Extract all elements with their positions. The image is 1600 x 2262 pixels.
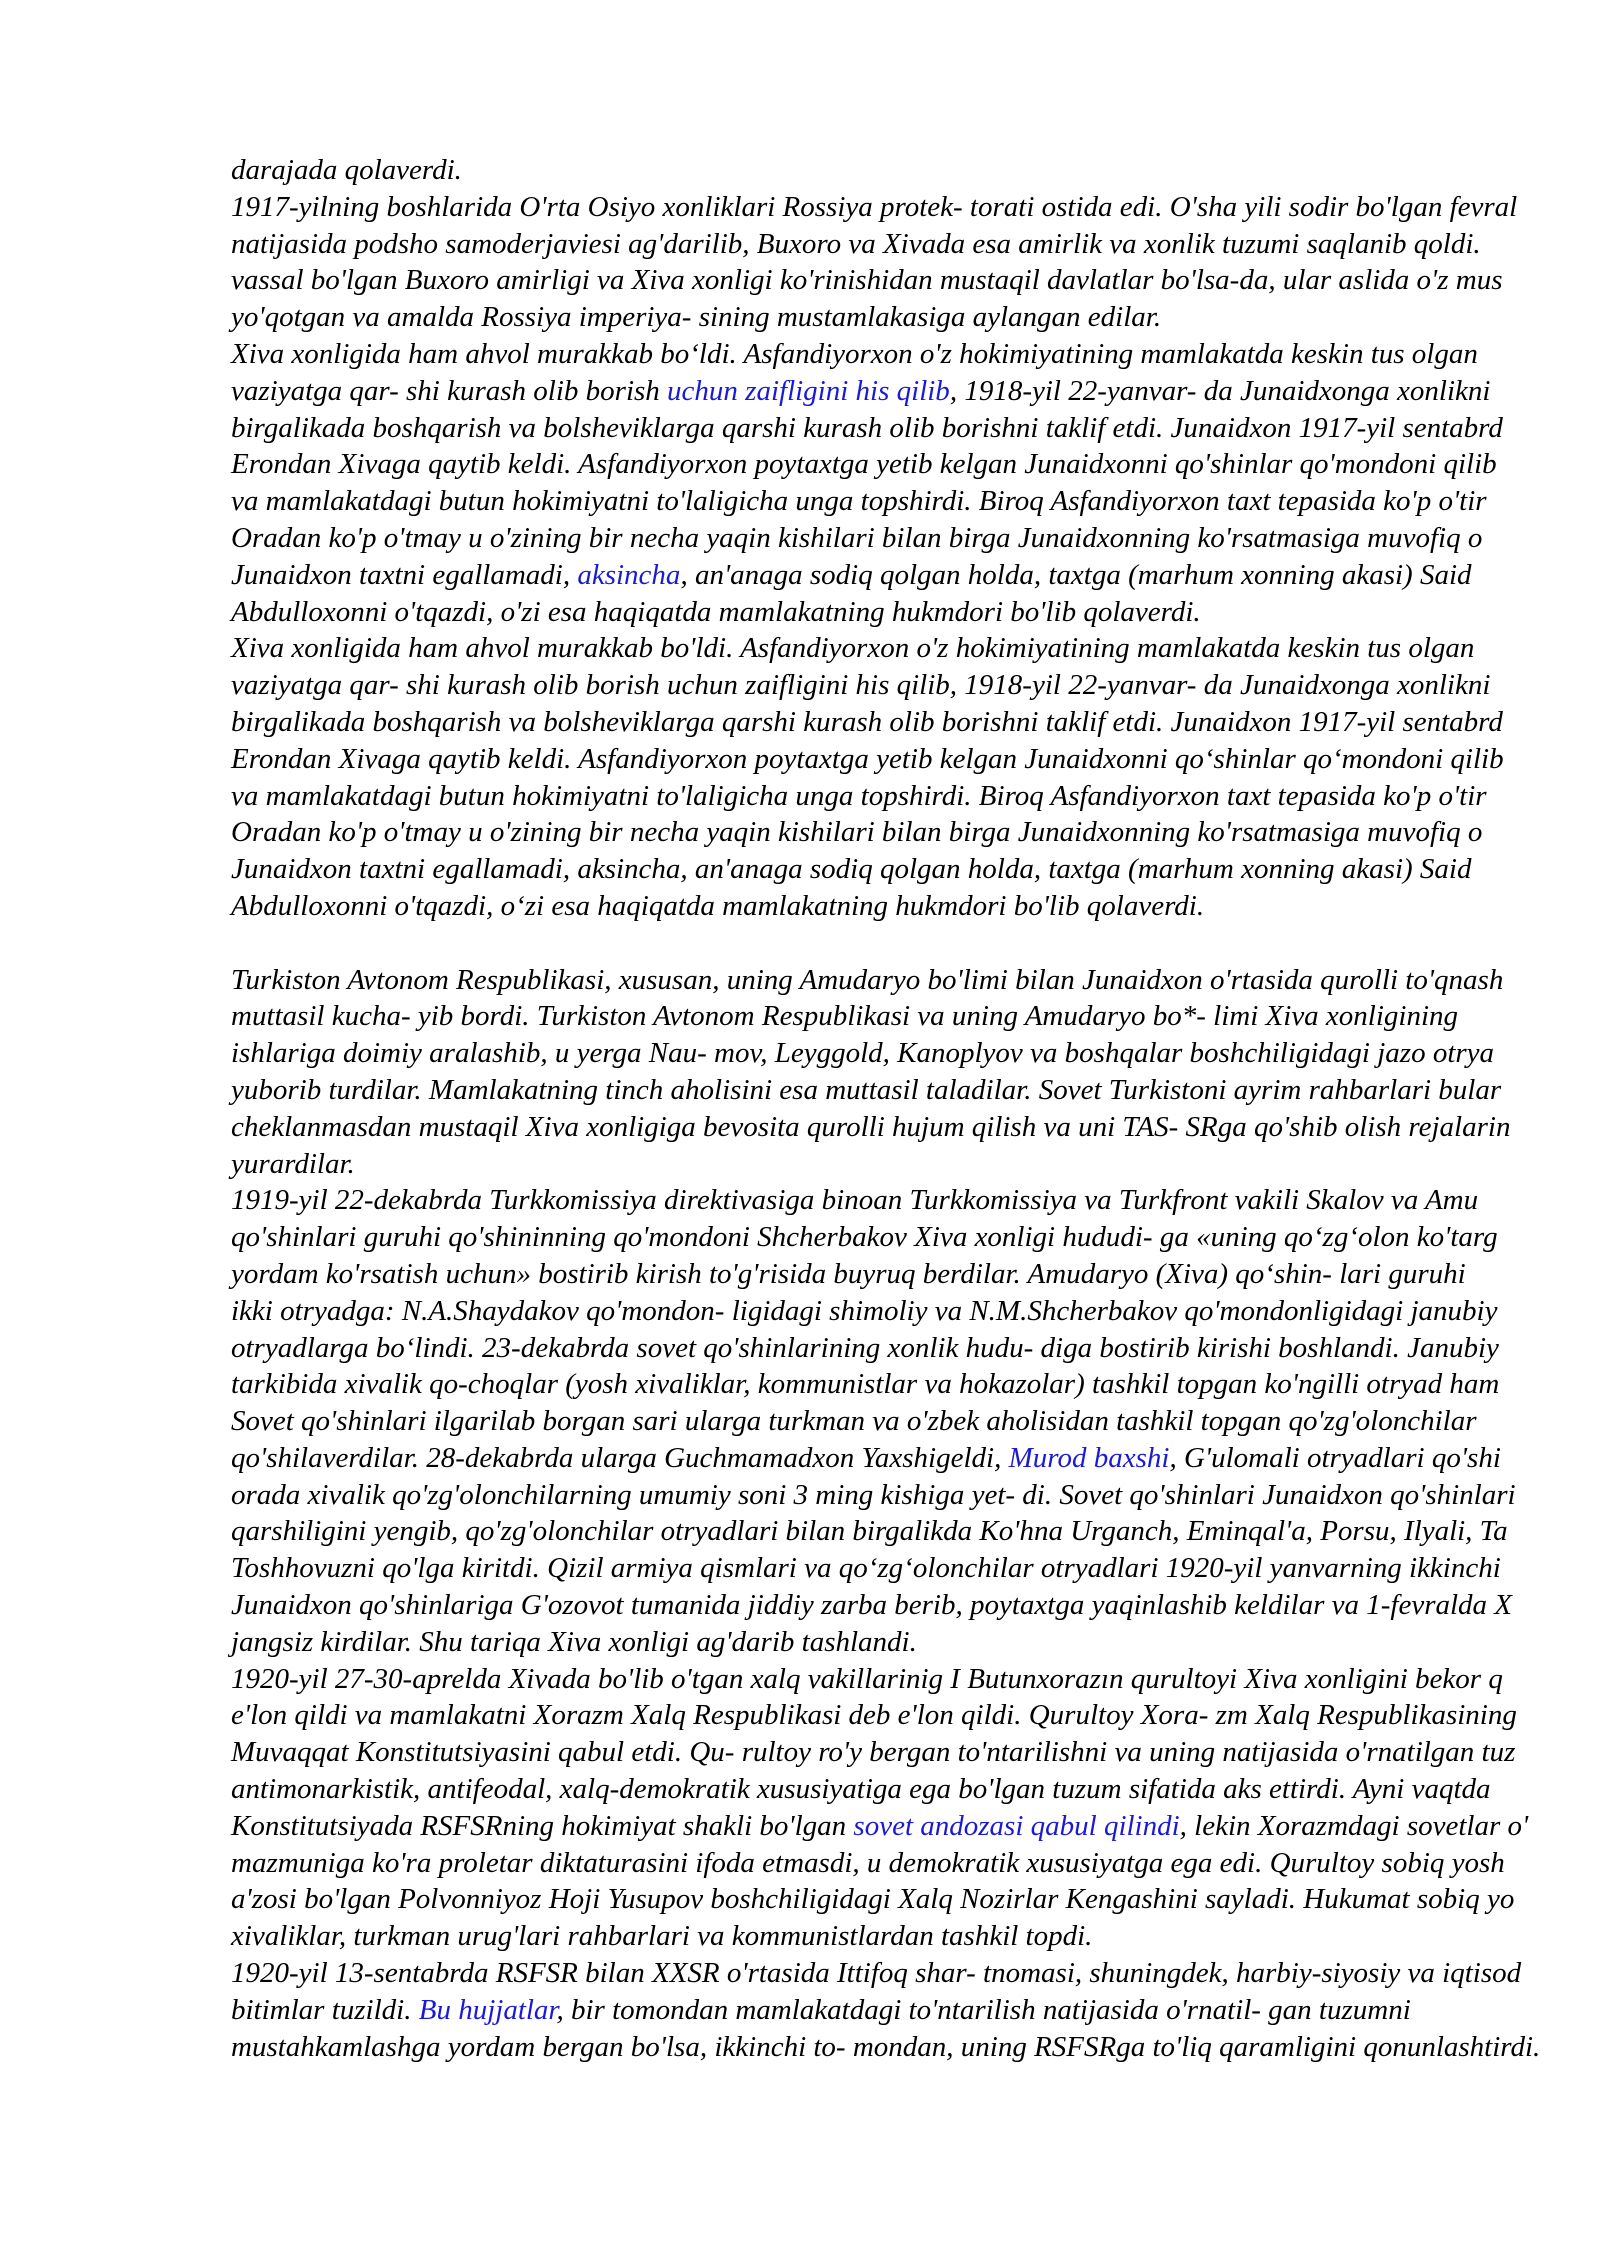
- text-line: [231, 667, 1600, 704]
- text-run: vaziyatga qar- shi kurash olib borish uchun zaifligini his qilib, 1918-yil 22-yanvar- da Junaidxonga xonlikni: [231, 669, 1491, 702]
- text-line: [231, 1440, 1600, 1477]
- text-run: Erondan Xivaga qaytib keldi. Asfandiyorxon poytaxtga yetib kelgan Junaidxonni qo‘shinlar qo‘mondoni qilib: [231, 742, 1504, 775]
- text-run: mazmuniga ko'ra proletar diktaturasini ifoda etmasdi, u demokratik xususiyatga ega edi. Qurultoy sobiq yosh: [231, 1846, 1505, 1879]
- text-run: orada xivalik qo'zg'olonchilarning umumiy soni 3 ming kishiga yet- di. Sovet qo'shinlari Junaidxon qo'shinlari: [231, 1478, 1516, 1511]
- text-run: e'lon qildi va mamlakatni Xorazm Xalq Respublikasi deb e'lon qildi. Qurultoy Xora- zm Xalq Respublikasining: [231, 1699, 1517, 1732]
- text-line: [231, 189, 1600, 226]
- text-line: [231, 1808, 1600, 1845]
- text-run: Junaidxon qo'shinlariga G'ozovot tumanida jiddiy zarba berib, poytaxtga yaqinlashib keldilar va 1-fevralda X: [231, 1589, 1513, 1622]
- text-run: birgalikada boshqarish va bolsheviklarga qarshi kurash olib borishni taklif etdi. Junaidxon 1917-yil sentabrd: [231, 705, 1503, 738]
- text-run: Xiva xonligida ham ahvol murakkab bo‘ldi. Asfandiyorxon o'z hokimiyatining mamlakatda keskin tus olgan: [231, 337, 1478, 370]
- text-run: , an'anaga sodiq qolgan holda, taxtga (marhum xonning akasi) Said: [680, 558, 1472, 591]
- text-run: Erondan Xivaga qaytib keldi. Asfandiyorxon poytaxtga yetib kelgan Junaidxonni qo'shinlar qo'mondoni qilib: [231, 448, 1497, 481]
- text-line: [231, 1146, 1600, 1183]
- text-run: Toshhovuzni qo'lga kiritdi. Qizil armiya qismlari va qo‘zg‘olonchilar otryadlari 1920-yil yanvarning ikkinchi: [231, 1552, 1501, 1585]
- text-run: qo'shilaverdilar. 28-dekabrda ularga Guchmamadxon Yaxshigeldi,: [231, 1441, 1009, 1474]
- text-line: [231, 1697, 1600, 1734]
- paragraph: [231, 189, 1600, 336]
- text-run: qarshiligini yengib, qo'zg'olonchilar otryadlari bilan birgalikda Ko'hna Urganch, Eminqal'a, Porsu, Ilyali, Ta: [231, 1515, 1508, 1548]
- text-run: yuborib turdilar. Mamlakatning tinch aholisini esa muttasil taladilar. Sovet Turkistoni ayrim rahbarlari bular: [231, 1073, 1502, 1106]
- text-run: 1920-yil 13-sentabrda RSFSR bilan XXSR o'rtasida Ittifoq shar- tnomasi, shuningdek, harbiy-siyosiy va iqtisod: [231, 1957, 1522, 1990]
- text-line: [231, 1035, 1600, 1072]
- text-run: , G'ulomali otryadlari qo'shi: [1169, 1441, 1501, 1474]
- text-line: [231, 336, 1600, 373]
- text-line: [231, 2029, 1600, 2066]
- text-run: ikki otryadga: N.A.Shaydakov qo'mondon- ligidagi shimoliy va N.M.Shcherbakov qo'mondonligidagi janubiy: [231, 1294, 1498, 1327]
- text-line: [231, 594, 1600, 631]
- text-run: Sovet qo'shinlari ilgarilab borgan sari ularga turkman va o'zbek aholisidan tashkil topgan qo'zg'olonchilar: [231, 1405, 1477, 1438]
- text-line: [231, 888, 1600, 925]
- text-run: yurardilar.: [231, 1147, 355, 1180]
- text-line: [231, 1955, 1600, 1992]
- text-run: Abdulloxonni o'tqazdi, o‘zi esa haqiqatda mamlakatning hukmdori bo'lib qolaverdi.: [231, 889, 1205, 922]
- text-run: , lekin Xorazmdagi sovetlar o': [1179, 1809, 1529, 1842]
- text-run: vassal bo'lgan Buxoro amirligi va Xiva xonligi ko'rinishidan mustaqil davlatlar bo'lsa-da, ular aslida o'z mus: [231, 264, 1503, 297]
- text-run: Oradan ko'p o'tmay u o'zining bir necha yaqin kishilari bilan birga Junaidxonning ko'rsatmasiga muvofiq o: [231, 521, 1483, 554]
- text-run: Konstitutsiyada RSFSRning hokimiyat shakli bo'lgan: [231, 1809, 854, 1842]
- text-run: Xiva xonligida ham ahvol murakkab bo'ldi. Asfandiyorxon o'z hokimiyatining mamlakatda keskin tus olgan: [231, 632, 1475, 665]
- text-run: jangsiz kirdilar. Shu tariqa Xiva xonligi ag'darib tashlandi.: [231, 1625, 917, 1658]
- text-line: [231, 1403, 1600, 1440]
- text-run: , 1918-yil 22-yanvar- da Junaidxonga xonlikni: [949, 374, 1491, 407]
- text-line: [231, 1661, 1600, 1698]
- paragraph: [231, 630, 1600, 924]
- paragraph: [231, 1955, 1600, 2065]
- text-line: [231, 1771, 1600, 1808]
- text-run: cheklanmasdan mustaqil Xiva xonligiga bevosita qurolli hujum qilish va uni TAS- SRga qo'shib olish rejalarin: [231, 1110, 1511, 1143]
- paragraph-spacer: [231, 925, 1600, 962]
- text-line: [231, 446, 1600, 483]
- text-run: yordam ko'rsatish uchun» bostirib kirish to'g'risida buyruq berdilar. Amudaryo (Xiva) qo‘shin- lari guruhi: [231, 1257, 1466, 1290]
- text-line: [231, 1845, 1600, 1882]
- text-run: xivaliklar, turkman urug'lari rahbarlari va kommunistlardan tashkil topdi.: [231, 1920, 1093, 1953]
- text-line: [231, 1918, 1600, 1955]
- text-line: [231, 1992, 1600, 2029]
- text-line: [231, 1366, 1600, 1403]
- text-run: 1919-yil 22-dekabrda Turkkomissiya direktivasiga binoan Turkkomissiya va Turkfront vakili Skalov va Amu: [231, 1184, 1479, 1217]
- text-run: mustahkamlashga yordam bergan bo'lsa, ikkinchi to- mondan, uning RSFSRga to'liq qaramligini qonunlashtirdi.: [231, 2030, 1541, 2063]
- inline-link[interactable]: Murod baxshi: [1008, 1441, 1170, 1474]
- text-run: Junaidxon taxtni egallamadi, aksincha, an'anaga sodiq qolgan holda, taxtga (marhum xonning akasi) Said: [231, 853, 1472, 886]
- text-line: [231, 1072, 1600, 1109]
- text-line: [231, 410, 1600, 447]
- text-line: [231, 373, 1600, 410]
- text-run: bitimlar tuzildi.: [231, 1993, 419, 2026]
- text-line: [231, 741, 1600, 778]
- text-run: , bir tomondan mamlakatdagi to'ntarilish natijasida o'rnatil- gan tuzumni: [556, 1993, 1411, 2026]
- text-run: Muvaqqat Konstitutsiyasini qabul etdi. Qu- rultoy ro'y bergan to'ntarilishni va uning natijasida o'rnatilgan tuz: [231, 1736, 1516, 1769]
- text-line: [231, 962, 1600, 999]
- text-line: [231, 262, 1600, 299]
- text-line: [231, 152, 1600, 189]
- text-run: va mamlakatdagi butun hokimiyatni to'laligicha unga topshirdi. Biroq Asfandiyorxon taxt tepasida ko'p o'tir: [231, 779, 1487, 812]
- text-run: Turkiston Avtonom Respublikasi, xususan, uning Amudaryo bo'limi bilan Junaidxon o'rtasida qurolli to'qnash: [231, 963, 1504, 996]
- text-run: birgalikada boshqarish va bolsheviklarga qarshi kurash olib borishni taklif etdi. Junaidxon 1917-yil sentabrd: [231, 411, 1503, 444]
- text-line: [231, 1256, 1600, 1293]
- inline-link[interactable]: sovet andozasi qabul qilindi: [853, 1809, 1180, 1842]
- text-line: [231, 557, 1600, 594]
- text-line: [231, 998, 1600, 1035]
- inline-link[interactable]: uchun zaifligini his qilib: [667, 374, 950, 407]
- text-line: [231, 299, 1600, 336]
- text-line: [231, 483, 1600, 520]
- text-line: [231, 1477, 1600, 1514]
- text-line: [231, 1624, 1600, 1661]
- paragraph: [231, 1182, 1600, 1660]
- text-line: [231, 1550, 1600, 1587]
- inline-link[interactable]: Bu hujjatlar: [418, 1993, 557, 2026]
- text-run: ishlariga doimiy aralashib, u yerga Nau- mov, Leyggold, Kanoplyov va boshqalar boshchiligidagi jazo otrya: [231, 1037, 1495, 1070]
- text-line: [231, 814, 1600, 851]
- paragraph: [231, 1661, 1600, 1955]
- text-line: [231, 226, 1600, 263]
- text-line: [231, 1109, 1600, 1146]
- text-run: natijasida podsho samoderjaviesi ag'darilib, Buxoro va Xivada esa amirlik va xonlik tuzumi saqlanib qoldi.: [231, 227, 1481, 260]
- text-line: [231, 1293, 1600, 1330]
- text-line: [231, 1182, 1600, 1219]
- text-run: Junaidxon taxtni egallamadi,: [231, 558, 578, 591]
- text-run: Oradan ko'p o'tmay u o'zining bir necha yaqin kishilari bilan birga Junaidxonning ko'rsatmasiga muvofiq o: [231, 816, 1483, 849]
- text-run: a'zosi bo'lgan Polvonniyoz Hoji Yusupov boshchiligidagi Xalq Nozirlar Kengashini sayladi. Hukumat sobiq yo: [231, 1883, 1515, 1916]
- text-line: [231, 1219, 1600, 1256]
- text-run: 1920-yil 27-30-aprelda Xivada bo'lib o'tgan xalq vakillarinig I Butunxorazın qurultoyi Xiva xonligini bekor q: [231, 1662, 1503, 1695]
- text-run: 1917-yilning boshlarida O'rta Osiyo xonliklari Rossiya protek- torati ostida edi. O'sha yili sodir bo'lgan fevral: [231, 190, 1518, 223]
- text-run: qo'shinlari guruhi qo'shininning qo'mondoni Shcherbakov Xiva xonligi hududi- ga «uning qo‘zg‘olon ko'targ: [231, 1221, 1498, 1254]
- text-line: [231, 630, 1600, 667]
- text-line: [231, 1734, 1600, 1771]
- article-body: [231, 152, 1600, 2065]
- paragraph: [231, 336, 1600, 630]
- text-line: [231, 1330, 1600, 1367]
- text-run: Abdulloxonni o'tqazdi, o'zi esa haqiqatda mamlakatning hukmdori bo'lib qolaverdi.: [231, 595, 1201, 628]
- paragraph: [231, 962, 1600, 1183]
- text-run: yo'qotgan va amalda Rossiya imperiya- sining mustamlakasiga aylangan edilar.: [231, 301, 1162, 334]
- text-run: antimonarkistik, antifeodal, xalq-demokratik xususiyatiga ega bo'lgan tuzum sifatida aks ettirdi. Ayni vaqtda: [231, 1773, 1491, 1806]
- text-line: [231, 704, 1600, 741]
- text-run: muttasil kucha- yib bordi. Turkiston Avtonom Respublikasi va uning Amudaryo bo*- limi Xiva xonligining: [231, 1000, 1459, 1033]
- text-line: [231, 520, 1600, 557]
- text-run: vaziyatga qar- shi kurash olib borish: [231, 374, 668, 407]
- text-run: va mamlakatdagi butun hokimiyatni to'laligicha unga topshirdi. Biroq Asfandiyorxon taxt tepasida ko'p o'tir: [231, 485, 1487, 518]
- text-line: [231, 1513, 1600, 1550]
- text-run: darajada qolaverdi.: [231, 154, 462, 186]
- inline-link[interactable]: aksincha: [577, 558, 681, 591]
- text-line: [231, 1881, 1600, 1918]
- text-line: [231, 1587, 1600, 1624]
- text-run: tarkibida xivalik qo-choqlar (yosh xivaliklar, kommunistlar va hokazolar) tashkil topgan ko'ngilli otryad ham: [231, 1368, 1500, 1401]
- text-line: [231, 851, 1600, 888]
- text-run: otryadlarga bo‘lindi. 23-dekabrda sovet qo'shinlarining xonlik hudu- diga bostirib kirishi boshlandi. Janubiy: [231, 1331, 1499, 1364]
- paragraph: [231, 152, 1600, 189]
- text-line: [231, 778, 1600, 815]
